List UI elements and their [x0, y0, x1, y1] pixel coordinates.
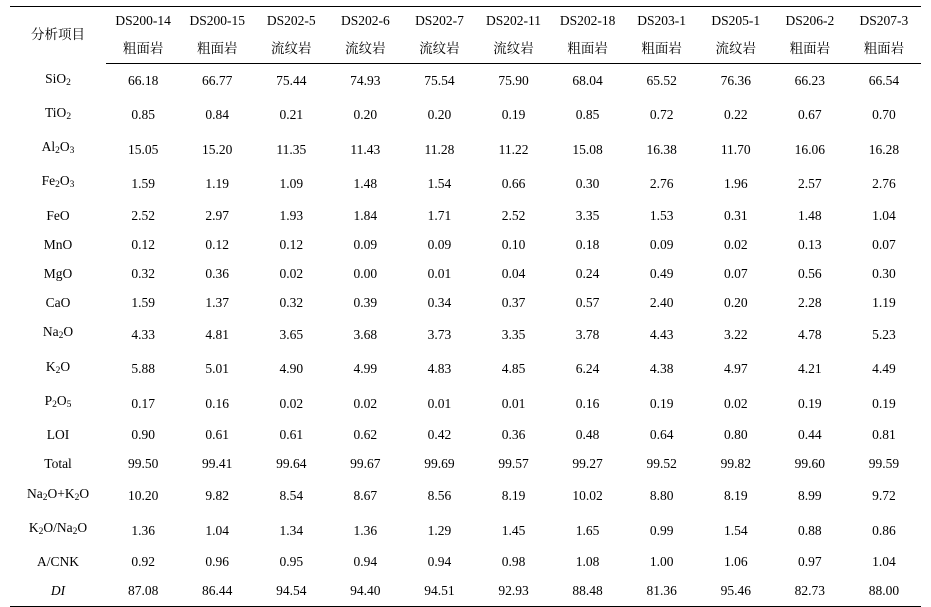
table-cell: 0.34	[427, 295, 452, 311]
table-cell: 0.20	[723, 295, 748, 311]
table-cell: 6.24	[575, 361, 600, 377]
table-cell: 0.37	[501, 295, 526, 311]
table-cell: 0.02	[723, 395, 748, 411]
row-label: MnO	[43, 236, 73, 252]
table-cell: 0.39	[353, 295, 378, 311]
table-cell: 0.01	[427, 266, 452, 282]
table-cell: 0.36	[501, 427, 526, 443]
table-cell: 0.02	[353, 395, 378, 411]
sample-id-header: DS200-15	[180, 7, 254, 36]
table-cell: 2.28	[798, 295, 822, 311]
table-cell: 0.09	[649, 236, 674, 252]
table-cell: 74.93	[350, 73, 381, 89]
row-header-label: 分析项目	[10, 7, 106, 64]
table-cell: 11.43	[350, 141, 381, 157]
table-cell: 11.22	[498, 141, 529, 157]
table-cell: 0.66	[501, 175, 526, 191]
table-cell: 2.40	[649, 295, 674, 311]
table-row	[10, 98, 921, 132]
table-body	[10, 64, 921, 607]
table-cell: 0.20	[353, 107, 378, 123]
table-cell: 0.95	[279, 554, 304, 570]
row-label: MgO	[43, 266, 73, 282]
table-cell: 66.54	[868, 73, 900, 89]
table-cell: 81.36	[625, 576, 699, 606]
table-cell: 1.34	[279, 522, 304, 538]
table-cell: 5.01	[205, 361, 230, 377]
table-cell: 0.42	[427, 427, 452, 443]
table-cell: 1.00	[649, 554, 674, 570]
table-cell: 1.96	[723, 175, 748, 191]
table-cell: 0.31	[723, 207, 748, 223]
table-cell: 0.07	[872, 236, 896, 252]
table-row	[10, 576, 921, 606]
table-cell: 1.53	[649, 207, 674, 223]
table-cell: 0.24	[575, 266, 600, 282]
row-label: Total	[44, 456, 72, 472]
table-cell: 0.85	[575, 107, 600, 123]
table-cell: 99.50	[127, 456, 159, 472]
table-cell: 8.19	[723, 488, 748, 504]
row-label: LOI	[46, 427, 70, 443]
table-cell: 15.05	[127, 141, 159, 157]
table-cell: 92.93	[476, 576, 550, 606]
table-cell: 8.19	[501, 488, 526, 504]
table-cell: 86.44	[180, 576, 254, 606]
table-row	[10, 317, 921, 351]
table-cell: 5.88	[131, 361, 155, 377]
table-cell: 3.68	[353, 326, 378, 342]
sample-id-header: DS203-1	[625, 7, 699, 36]
table-cell: 82.73	[773, 576, 847, 606]
table-cell: 2.97	[205, 207, 230, 223]
table-cell: 8.54	[279, 488, 304, 504]
table-cell: 0.36	[205, 266, 230, 282]
table-row	[10, 166, 921, 200]
table-cell: 1.19	[205, 175, 230, 191]
table-cell: 0.07	[723, 266, 748, 282]
row-label: $Na_2O$	[42, 324, 74, 342]
table-cell: 0.02	[723, 236, 748, 252]
table-cell: 66.18	[127, 73, 159, 89]
sample-id-header: DS202-7	[402, 7, 476, 36]
table-cell: 99.52	[646, 456, 677, 472]
table-cell: 0.86	[872, 522, 896, 538]
table-cell: 11.35	[276, 141, 307, 157]
table-cell: 99.64	[276, 456, 307, 472]
table-cell: 1.37	[205, 295, 230, 311]
table-cell: 0.18	[575, 236, 600, 252]
table-cell: 0.94	[427, 554, 452, 570]
sample-rock-header: 流纹岩	[476, 35, 550, 64]
table-cell: 88.48	[551, 576, 625, 606]
sample-rock-header: 粗面岩	[773, 35, 847, 64]
table-cell: 0.88	[798, 522, 822, 538]
table-cell: 0.19	[872, 395, 896, 411]
table-cell: 2.57	[798, 175, 822, 191]
table-row	[10, 352, 921, 386]
sample-id-header: DS202-6	[328, 7, 402, 36]
table-cell: 0.04	[501, 266, 526, 282]
table-cell: 0.94	[353, 554, 378, 570]
table-row	[10, 288, 921, 317]
table-cell: 0.61	[205, 427, 230, 443]
sample-id-header: DS202-11	[476, 7, 550, 36]
table-cell: 0.49	[649, 266, 674, 282]
table-cell: 3.73	[427, 326, 452, 342]
row-label: $Al_2O_3$	[41, 139, 75, 157]
table-cell: 8.67	[353, 488, 378, 504]
table-cell: 0.96	[205, 554, 230, 570]
table-cell: 1.59	[131, 175, 155, 191]
row-label: $P_2O_5$	[44, 393, 72, 411]
table-row	[10, 386, 921, 420]
table-cell: 9.72	[872, 488, 896, 504]
table-cell: 16.28	[868, 141, 900, 157]
table-cell: 3.78	[575, 326, 600, 342]
table-cell: 0.09	[427, 236, 452, 252]
table-cell: 0.48	[575, 427, 600, 443]
table-cell: 1.71	[427, 207, 452, 223]
table-cell: 99.69	[424, 456, 455, 472]
table-row	[10, 201, 921, 230]
table-cell: 76.36	[720, 73, 751, 89]
table-cell: 75.90	[498, 73, 529, 89]
table-cell: 4.43	[649, 326, 674, 342]
table-row	[10, 259, 921, 288]
table-cell: 99.57	[498, 456, 529, 472]
table-cell: 0.56	[798, 266, 822, 282]
table-cell: 0.17	[131, 395, 155, 411]
row-label: $K_2O/Na_2O$	[28, 519, 88, 538]
table-cell: 1.04	[205, 522, 230, 538]
table-cell: 68.04	[572, 73, 603, 89]
sample-id-header: DS200-14	[106, 7, 180, 36]
table-row	[10, 420, 921, 449]
table-cell: 99.41	[202, 456, 233, 472]
table-cell: 1.48	[798, 207, 822, 223]
table-cell: 2.76	[649, 175, 674, 191]
table-row	[10, 479, 921, 513]
sample-id-header: DS205-1	[699, 7, 773, 36]
table-cell: 15.08	[572, 141, 603, 157]
table-header	[10, 7, 921, 64]
table-cell: 1.19	[872, 295, 896, 311]
header-row-sample-ids	[10, 7, 921, 36]
table-cell: 0.02	[279, 395, 304, 411]
table-cell: 1.04	[872, 554, 896, 570]
table-cell: 2.52	[501, 207, 526, 223]
table-cell: 1.84	[353, 207, 378, 223]
table-row	[10, 449, 921, 478]
table-cell: 94.51	[402, 576, 476, 606]
table-cell: 1.09	[279, 175, 304, 191]
table-cell: 4.21	[798, 361, 822, 377]
table-cell: 0.30	[575, 175, 600, 191]
table-cell: 0.01	[427, 395, 452, 411]
table-cell: 0.19	[649, 395, 674, 411]
table-cell: 4.99	[353, 361, 378, 377]
table-cell: 1.29	[427, 522, 452, 538]
table-cell: 0.90	[131, 427, 155, 443]
table-row	[10, 64, 921, 98]
table-cell: 1.36	[131, 522, 155, 538]
row-label: $Fe_2O_3$	[41, 173, 75, 191]
table-cell: 0.13	[798, 236, 822, 252]
table-row	[10, 230, 921, 259]
sample-rock-header: 流纹岩	[254, 35, 328, 64]
row-label: A/CNK	[37, 554, 80, 570]
table-cell: 1.48	[353, 175, 378, 191]
table-cell: 66.23	[794, 73, 826, 89]
table-cell: 1.93	[279, 207, 304, 223]
header-row-rock-types	[10, 35, 921, 64]
table-cell: 0.22	[723, 107, 748, 123]
sample-id-header: DS206-2	[773, 7, 847, 36]
table-cell: 8.99	[798, 488, 822, 504]
sample-id-header: DS202-18	[551, 7, 625, 36]
table-cell: 8.80	[649, 488, 674, 504]
row-label: $Na_2O+K_2O$	[26, 485, 90, 503]
table-cell: 4.83	[427, 361, 452, 377]
table-cell: 65.52	[646, 73, 677, 89]
table-cell: 5.23	[872, 326, 896, 342]
table-cell: 3.22	[723, 326, 748, 342]
table-cell: 99.60	[794, 456, 826, 472]
table-cell: 0.92	[131, 554, 155, 570]
sample-rock-header: 粗面岩	[551, 35, 625, 64]
table-cell: 1.54	[723, 522, 748, 538]
table-cell: 88.00	[847, 576, 921, 606]
sample-rock-header: 流纹岩	[328, 35, 402, 64]
sample-rock-header: 粗面岩	[625, 35, 699, 64]
table-cell: 66.77	[202, 73, 233, 89]
table-cell: 11.70	[720, 141, 751, 157]
table-cell: 0.19	[501, 107, 526, 123]
table-cell: 0.62	[353, 427, 378, 443]
table-cell: 0.01	[501, 395, 526, 411]
table-cell: 75.44	[276, 73, 307, 89]
table-cell: 4.33	[131, 326, 155, 342]
table-cell: 0.70	[872, 107, 896, 123]
table-cell: 9.82	[205, 488, 230, 504]
table-cell: 87.08	[106, 576, 180, 606]
sample-rock-header: 流纹岩	[402, 35, 476, 64]
table-cell: 4.78	[798, 326, 822, 342]
table-cell: 1.59	[131, 295, 155, 311]
table-cell: 3.35	[575, 207, 600, 223]
row-label: CaO	[45, 295, 71, 311]
table-cell: 16.06	[794, 141, 826, 157]
table-cell: 10.02	[572, 488, 603, 504]
table-cell: 0.44	[798, 427, 822, 443]
row-label: TiO$_2$	[45, 104, 72, 122]
table-cell: 0.67	[798, 107, 822, 123]
table-cell: 95.46	[699, 576, 773, 606]
table-cell: 1.54	[427, 175, 452, 191]
table-cell: 75.54	[424, 73, 455, 89]
table-cell: 0.09	[353, 236, 378, 252]
sample-rock-header: 粗面岩	[180, 35, 254, 64]
table-cell: 0.32	[279, 295, 304, 311]
table-cell: 0.32	[131, 266, 155, 282]
table-cell: 3.65	[279, 326, 304, 342]
table-cell: 0.72	[649, 107, 674, 123]
table-cell: 11.28	[424, 141, 455, 157]
sample-rock-header: 粗面岩	[106, 35, 180, 64]
row-label: $K_2O$	[45, 358, 71, 376]
table-cell: 94.54	[254, 576, 328, 606]
table-cell: 4.49	[872, 361, 896, 377]
table-cell: 1.45	[501, 522, 526, 538]
row-label: DI	[10, 576, 106, 606]
table-cell: 8.56	[427, 488, 452, 504]
table-cell: 0.02	[279, 266, 304, 282]
sample-id-header: DS207-3	[847, 7, 921, 36]
table-cell: 0.21	[279, 107, 304, 123]
table-cell: 0.30	[872, 266, 896, 282]
table-cell: 0.12	[131, 236, 155, 252]
table-cell: 0.81	[872, 427, 896, 443]
table-cell: 15.20	[202, 141, 233, 157]
table-cell: 0.10	[501, 236, 526, 252]
table-cell: 0.80	[723, 427, 748, 443]
table-cell: 0.19	[798, 395, 822, 411]
table-cell: 3.35	[501, 326, 526, 342]
table-cell: 0.85	[131, 107, 155, 123]
geochemistry-table	[10, 6, 921, 607]
table-cell: 0.12	[205, 236, 230, 252]
table-cell: 94.40	[328, 576, 402, 606]
table-cell: 4.90	[279, 361, 304, 377]
table-cell: 0.84	[205, 107, 230, 123]
table-cell: 16.38	[646, 141, 677, 157]
row-label: SiO$_2$	[45, 70, 71, 88]
table-cell: 0.57	[575, 295, 600, 311]
table-cell: 4.85	[501, 361, 526, 377]
table-cell: 1.65	[575, 522, 600, 538]
sample-id-header: DS202-5	[254, 7, 328, 36]
table-cell: 2.76	[872, 175, 896, 191]
table-cell: 99.82	[720, 456, 751, 472]
table-row	[10, 513, 921, 547]
table-cell: 0.97	[798, 554, 822, 570]
table-row	[10, 132, 921, 166]
table-cell: 1.36	[353, 522, 378, 538]
table-cell: 4.97	[723, 361, 748, 377]
table-cell: 99.67	[350, 456, 381, 472]
table-cell: 0.98	[501, 554, 526, 570]
sample-rock-header: 流纹岩	[699, 35, 773, 64]
table-cell: 0.61	[279, 427, 304, 443]
table-cell: 1.04	[872, 207, 896, 223]
table-cell: 0.64	[649, 427, 674, 443]
row-label: FeO	[46, 207, 70, 223]
table-cell: 0.12	[279, 236, 304, 252]
table-cell: 0.20	[427, 107, 452, 123]
table-cell: 1.06	[723, 554, 748, 570]
table-row	[10, 547, 921, 576]
sample-rock-header: 粗面岩	[847, 35, 921, 64]
table-cell: 0.99	[649, 522, 674, 538]
table-cell: 4.81	[205, 326, 230, 342]
table-cell: 99.59	[868, 456, 900, 472]
table-cell: 1.08	[575, 554, 600, 570]
table-cell: 0.00	[353, 266, 378, 282]
table-cell: 4.38	[649, 361, 674, 377]
table-cell: 0.16	[205, 395, 230, 411]
table-cell: 99.27	[572, 456, 603, 472]
table-cell: 10.20	[127, 488, 159, 504]
table-cell: 2.52	[131, 207, 155, 223]
table-cell: 0.16	[575, 395, 600, 411]
